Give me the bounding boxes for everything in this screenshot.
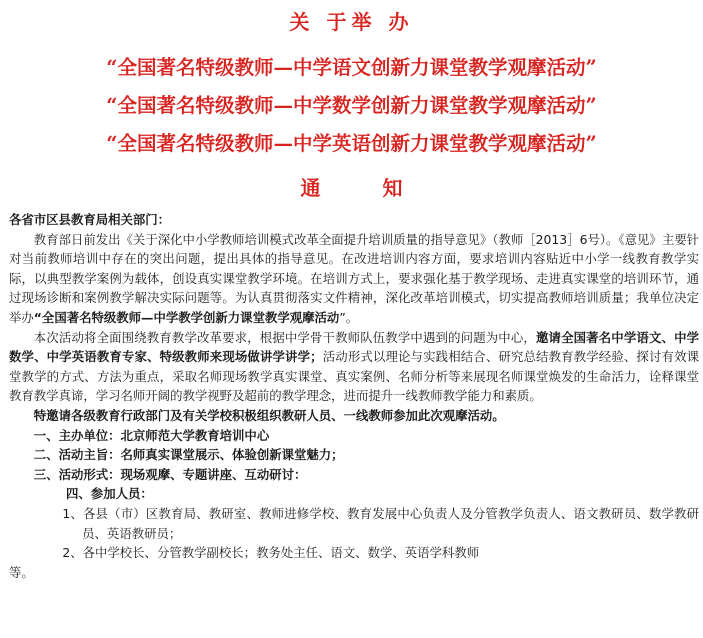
notice-heading-left: 通 xyxy=(300,176,321,200)
activity-name: “全国著名特级教师—中学教学创新力课堂教学观摩活动 xyxy=(33,309,340,325)
notice-body xyxy=(9,210,699,582)
paragraph-activity xyxy=(9,328,699,406)
paragraph-background-end: ”。 xyxy=(339,309,359,325)
paragraph-background xyxy=(9,230,699,328)
closing-text: 等。 xyxy=(9,564,34,580)
item-participants-label: 四、参加人员： xyxy=(66,486,153,502)
paragraph-background-text: 教育部日前发出《关于深化中小学教师培训模式改革全面提升培训质量的指导意见》（教师［2013］6号）。《意见》主要针对当前教师培训中存在的突出问题，提出具体的指导意见。在改进培训内容方面，要求培训内容贴近中小学一线教育教学实际，以典型教学案例为载体，创设真实课堂教学环境。在培训方式上，要求强化基于教学现场、走进真实课堂的培训环节，通过现场诊断和案例教学解决实际问题等。为认真贯彻落实文件精神，深化改革培训模式，切实提高教师培训质量；我单位决定举办 xyxy=(9,231,699,325)
paragraph-activity-end: 活动形式以理论与实践相结合、研究总结教育教学经验、探讨有效课堂教学的方式、方法为重点，采取名师现场教学真实课堂、真实案例、名师分析等来展现名师课堂焕发的生命活力，诠释课堂教育教学真谛，学习名师开阔的教学视野及超前的教学理念，进而提升一线教师教学能力和素质。 xyxy=(9,349,700,404)
item-format xyxy=(9,465,699,485)
participants-item-2: 2、各中学校长、分管教学副校长；教务处主任、语文、数学、英语学科教师 xyxy=(62,545,480,561)
notice-heading xyxy=(0,172,703,201)
notice-heading-right: 知 xyxy=(382,176,403,200)
title-line-math: “全国著名特级教师—中学数学创新力课堂教学观摩活动” xyxy=(106,94,597,117)
addressee: 各省市区县教育局相关部门： xyxy=(9,212,171,227)
expert-invitation: 邀请全国著名中学语文、中学数学、中学英语教育专家、特级教师来现场做讲学讲学； xyxy=(9,329,700,365)
item-organizer-value: 北京师范大学教育培训中心 xyxy=(120,427,270,443)
item-purpose-value: 名师真实课堂展示、体验创新课堂魅力； xyxy=(120,447,344,463)
item-format-label: 三、活动形式： xyxy=(33,466,121,482)
title-line-1: 关 于举 办 xyxy=(289,10,414,34)
invitation-line: 特邀请各级教育行政部门及有关学校积极组织教研人员、一线教师参加此次观摩活动。 xyxy=(33,407,505,423)
item-purpose-label: 二、活动主旨： xyxy=(33,447,121,463)
title-line-chinese: “全国著名特级教师—中学语文创新力课堂教学观摩活动” xyxy=(106,56,597,79)
participants-item-1: 1、各县（市）区教育局、教研室、教师进修学校、教育发展中心负责人及分管教学负责人、语文教研员、数学教研员、英语教研员； xyxy=(62,505,699,541)
item-organizer-label: 一、主办单位： xyxy=(33,427,121,443)
paragraph-activity-start: 本次活动将全面围绕教育教学改革要求，根据中学骨干教师队伍教学中遇到的问题为中心， xyxy=(33,329,536,345)
title-line-english: “全国著名特级教师—中学英语创新力课堂教学观摩活动” xyxy=(106,132,597,155)
item-purpose xyxy=(9,445,699,465)
item-format-value: 现场观摩、专题讲座、互动研讨： xyxy=(120,466,307,482)
item-organizer xyxy=(9,426,699,446)
